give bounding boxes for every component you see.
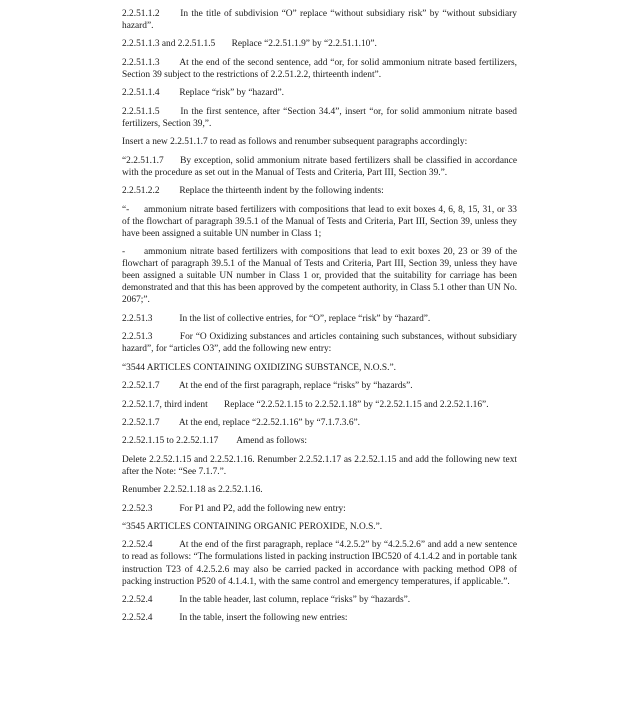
paragraph-text: By exception, solid ammonium nitrate based fertilizers shall be classified in accordance with the procedure as set out in the Manual of Tests and Criteria, Part III, Section 39.”. — [122, 155, 517, 178]
document-page — [122, 8, 517, 631]
paragraph-text: Replace “2.2.51.1.9” by “2.2.51.1.10”. — [231, 39, 377, 50]
paragraph-reference: 2.2.51.1.3 and 2.2.51.1.5 — [122, 39, 216, 50]
paragraph-text: In the first sentence, after “Section 34.4”, insert “or, for solid ammonium nitrate based fertilizers, Section 39,”. — [122, 106, 517, 129]
paragraph-text: “3544 ARTICLES CONTAINING OXIDIZING SUBSTANCE, N.O.S.”. — [122, 362, 396, 373]
amendment-2-2-52-1-7-first — [122, 380, 517, 392]
instruction-insert-2-2-51-1-7 — [122, 136, 517, 148]
paragraph-text: Replace “2.2.52.1.15 to 2.2.52.1.18” by “2.2.52.1.15 and 2.2.52.1.16”. — [224, 399, 489, 410]
amendment-2-2-52-4-table-entries — [122, 612, 517, 624]
new-entry-3545 — [122, 521, 517, 533]
paragraph-text: In the table header, last column, replace “risks” by “hazards”. — [179, 595, 411, 605]
amendment-2-2-52-4-table-header — [122, 594, 517, 606]
paragraph-text: In the list of collective entries, for “O”, replace “risk” by “hazard”. — [179, 313, 431, 324]
paragraph-text: In the title of subdivision “O” replace “without subsidiary risk” by “without subsidiary hazard”. — [122, 9, 517, 32]
delete-and-renumber-instruction — [122, 454, 517, 478]
paragraph-text: At the end of the first paragraph, replace “4.2.5.2” by “4.2.5.2.6” and add a new sentence to read as follows: “The formulations listed in packing instruction IBC520 of 4.1.4.2 and in portable tank instruction T23 of 4.2.5.2.6 may also be carried packed in accordance with packing method OP8 of packing instruction P520 of 4.1.4.1, with the same control and emergency temperatures, if applicable.”. — [122, 540, 517, 587]
paragraph-reference: 2.2.52.1.7, third indent — [122, 399, 208, 410]
amendment-2-2-51-1-3-and-1-5 — [122, 38, 517, 50]
paragraph-reference: 2.2.52.1.7 — [122, 381, 160, 392]
new-paragraph-2-2-51-1-7 — [122, 155, 517, 179]
paragraph-text: Replace “risk” by “hazard”. — [179, 88, 284, 99]
paragraph-reference: 2.2.52.1.15 to 2.2.52.1.17 — [122, 436, 219, 447]
new-entry-3544 — [122, 362, 517, 374]
paragraph-text: ammonium nitrate based fertilizers with compositions that lead to exit boxes 4, 6, 8, 15, 31, or 33 of the flowchart of paragraph 39.5.1 of the Manual of Tests and Criteria, Part III, Section 39, unless they have been assigned a suitable UN number in Class 1; — [122, 204, 517, 239]
paragraph-reference: 2.2.52.4 — [122, 540, 153, 551]
paragraph-reference: 2.2.51.3 — [122, 332, 153, 343]
paragraph-reference: “2.2.51.1.7 — [122, 155, 164, 166]
paragraph-reference: 2.2.51.1.3 — [122, 57, 160, 68]
amendment-2-2-52-1-7-end — [122, 417, 517, 429]
paragraph-reference: 2.2.51.1.2 — [122, 9, 160, 19]
paragraph-text: Renumber 2.2.52.1.18 as 2.2.52.1.16. — [122, 485, 263, 496]
paragraph-text: ammonium nitrate based fertilizers with compositions that lead to exit boxes 20, 23 or 39 of the flowchart of paragraph 39.5.1 of the Manual of Tests and Criteria, Part III, Section 39, unless they have been assigned a suitable UN number in Class 1 or, provided that the suitability for carriage has been demonstrated and that this has been approved by the competent authority, in Class 5.1 other than UN No. 2067;”. — [122, 247, 517, 306]
paragraph-text: At the end, replace “2.2.52.1.16” by “7.1.7.3.6”. — [178, 417, 361, 428]
amendment-2-2-51-1-3 — [122, 57, 517, 81]
paragraph-text: For P1 and P2, add the following new entry: — [179, 503, 346, 514]
paragraph-reference: 2.2.52.1.7 — [122, 417, 160, 428]
paragraph-reference: 2.2.52.3 — [122, 503, 153, 514]
paragraph-reference: 2.2.52.4 — [122, 613, 153, 624]
paragraph-text: In the table, insert the following new entries: — [179, 613, 348, 624]
amendment-2-2-52-1-7-third-indent — [122, 399, 517, 411]
amendment-2-2-51-3-oxidizing — [122, 331, 517, 355]
amendment-2-2-52-3 — [122, 503, 517, 515]
paragraph-text: For “O Oxidizing substances and articles containing such substances, without subsidiary hazard”, for “articles O3”, add the following new entry: — [122, 332, 517, 355]
amendment-2-2-52-1-15-to-17 — [122, 435, 517, 447]
indent-dash: - — [122, 247, 126, 258]
paragraph-reference: 2.2.51.1.5 — [122, 106, 160, 117]
paragraph-text: Insert a new 2.2.51.1.7 to read as follows and renumber subsequent paragraphs accordingly: — [122, 137, 468, 148]
paragraph-reference: 2.2.51.3 — [122, 313, 153, 324]
paragraph-text: At the end of the first paragraph, replace “risks” by “hazards”. — [178, 381, 413, 392]
paragraph-reference: 2.2.52.4 — [122, 595, 153, 605]
indent-dash: “- — [122, 204, 130, 215]
paragraph-reference: 2.2.51.2.2 — [122, 186, 160, 197]
amendment-2-2-51-3-collective — [122, 313, 517, 325]
paragraph-text: At the end of the second sentence, add “or, for solid ammonium nitrate based fertilizers, Section 39 subject to the restrictions of 2.2.51.2.2, thirteenth indent”. — [122, 57, 517, 80]
renumber-instruction — [122, 484, 517, 496]
new-indent-2 — [122, 246, 517, 306]
paragraph-text: Replace the thirteenth indent by the following indents: — [179, 186, 384, 197]
amendment-2-2-51-2-2 — [122, 185, 517, 197]
new-indent-1 — [122, 204, 517, 240]
paragraph-text: Delete 2.2.52.1.15 and 2.2.52.1.16. Renumber 2.2.52.1.17 as 2.2.52.1.15 and add the following new text after the Note: “See 7.1.7.”. — [122, 454, 517, 477]
paragraph-reference: 2.2.51.1.4 — [122, 88, 160, 99]
paragraph-text: Amend as follows: — [236, 436, 308, 447]
paragraph-text: “3545 ARTICLES CONTAINING ORGANIC PEROXIDE, N.O.S.”. — [122, 521, 383, 532]
amendment-2-2-51-1-2 — [122, 8, 517, 32]
amendment-2-2-51-1-4 — [122, 87, 517, 99]
amendment-2-2-52-4-first-paragraph — [122, 539, 517, 587]
amendment-2-2-51-1-5 — [122, 106, 517, 130]
